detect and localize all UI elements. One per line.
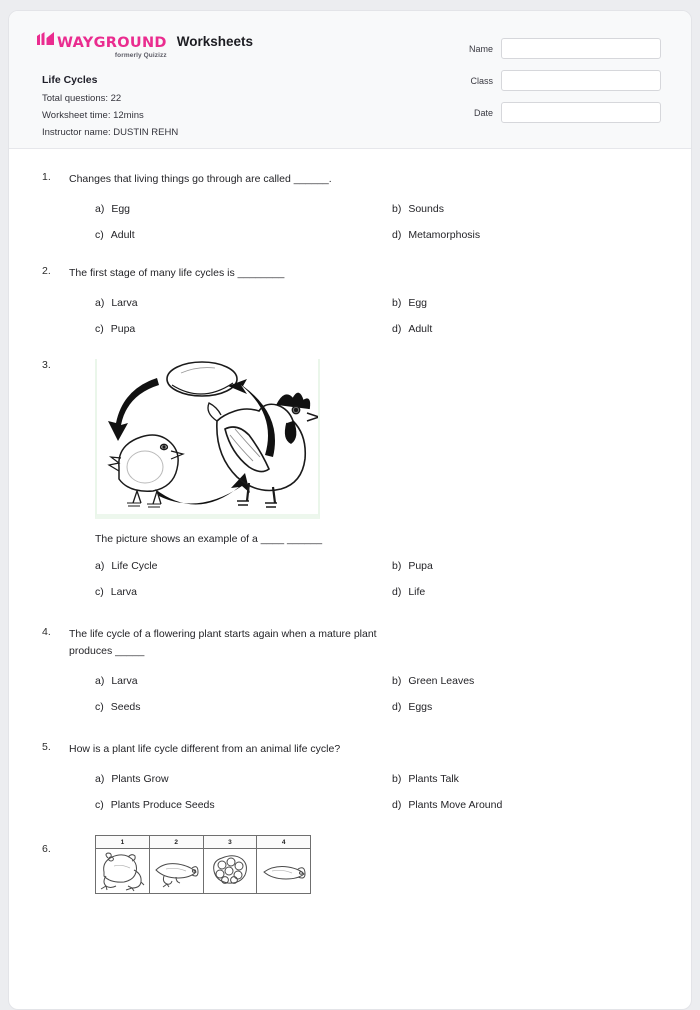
option-label: Sounds	[408, 203, 444, 215]
option-label: Pupa	[408, 560, 433, 572]
meta-total-questions: Total questions: 22	[42, 93, 122, 104]
option-key: d)	[392, 799, 402, 811]
option-key: b)	[392, 773, 402, 785]
question-text: How is a plant life cycle different from an animal life cycle?	[69, 743, 341, 755]
option-d[interactable]	[366, 701, 663, 713]
option-label: Plants Move Around	[408, 799, 503, 811]
worksheet-meta	[42, 74, 178, 144]
option-key: b)	[392, 297, 402, 309]
option-label: Seeds	[110, 701, 141, 713]
class-label: Class	[470, 75, 493, 86]
answer-options	[69, 560, 663, 612]
worksheet-title: Life Cycles	[42, 74, 98, 86]
option-key: c)	[95, 229, 104, 241]
adult-frog-icon	[96, 849, 150, 894]
option-c[interactable]	[69, 799, 366, 811]
option-label: Adult	[408, 323, 433, 335]
option-label: Adult	[110, 229, 135, 241]
column-header-3: 3	[203, 836, 257, 849]
option-key: a)	[95, 773, 105, 785]
option-a[interactable]	[69, 203, 366, 215]
option-key: d)	[392, 701, 402, 713]
question-follow-text: The picture shows an example of a ____ ______	[95, 533, 323, 545]
chicken-life-cycle-diagram	[95, 359, 320, 519]
answer-options	[69, 297, 663, 349]
option-label: Egg	[408, 297, 428, 309]
wayground-bars-icon	[37, 32, 54, 50]
option-label: Larva	[111, 675, 138, 687]
meta-worksheet-time: Worksheet time: 12mins	[42, 110, 144, 121]
option-label: Larva	[111, 297, 138, 309]
option-key: b)	[392, 675, 402, 687]
option-b[interactable]	[366, 203, 663, 215]
option-key: d)	[392, 586, 402, 598]
option-key: c)	[95, 323, 104, 335]
meta-instructor-name: Instructor name: DUSTIN REHN	[42, 127, 179, 138]
option-label: Larva	[110, 586, 138, 598]
question-text: The first stage of many life cycles is ________	[69, 267, 285, 279]
option-c[interactable]	[69, 701, 366, 713]
question-number: 5.	[42, 741, 51, 753]
question-number: 2.	[42, 265, 51, 277]
column-header-1: 1	[96, 836, 150, 849]
date-label: Date	[473, 107, 493, 118]
wayground-wordmark: WAYGROUND	[57, 34, 167, 51]
name-input[interactable]	[501, 38, 661, 59]
option-label: Egg	[111, 203, 131, 215]
option-label: Green Leaves	[408, 675, 475, 687]
field-row-date	[431, 102, 661, 123]
question-text: Changes that living things go through are called ______.	[69, 173, 332, 185]
option-key: a)	[95, 675, 105, 687]
option-label: Pupa	[110, 323, 136, 335]
question-1	[37, 171, 663, 255]
question-number: 4.	[42, 626, 51, 638]
option-a[interactable]	[69, 773, 366, 785]
option-key: d)	[392, 229, 402, 241]
option-label: Life Cycle	[111, 560, 158, 572]
frog-eggs-cluster-icon	[203, 849, 257, 894]
tadpole-with-legs-icon	[149, 849, 203, 894]
option-key: c)	[95, 701, 104, 713]
product-title: Worksheets	[176, 34, 253, 49]
table-header-row	[96, 836, 311, 849]
question-text: The life cycle of a flowering plant starts again when a mature plant produces _____	[69, 628, 377, 657]
option-label: Plants Talk	[408, 773, 459, 785]
class-input[interactable]	[501, 70, 661, 91]
column-header-4: 4	[257, 836, 311, 849]
field-row-name	[431, 38, 661, 59]
option-d[interactable]	[366, 229, 663, 241]
question-4	[37, 626, 663, 727]
questions-body	[9, 149, 691, 894]
field-row-class	[431, 70, 661, 91]
option-b[interactable]	[366, 560, 663, 572]
option-label: Plants Grow	[111, 773, 169, 785]
option-b[interactable]	[366, 297, 663, 309]
question-5	[37, 741, 663, 825]
frog-life-cycle-table	[95, 835, 311, 894]
option-d[interactable]	[366, 586, 663, 598]
question-number: 3.	[42, 359, 51, 371]
option-d[interactable]	[366, 799, 663, 811]
question-2	[37, 265, 663, 349]
answer-options	[69, 773, 663, 825]
option-key: b)	[392, 560, 402, 572]
question-6	[37, 835, 663, 894]
option-c[interactable]	[69, 586, 366, 598]
tadpole-icon	[257, 849, 311, 894]
worksheet-header	[9, 11, 691, 149]
option-key: d)	[392, 323, 402, 335]
question-number: 6.	[42, 843, 51, 855]
brand-row	[37, 32, 253, 59]
worksheet-page	[8, 10, 692, 1010]
option-label: Life	[408, 586, 426, 598]
option-label: Eggs	[408, 701, 433, 713]
option-c[interactable]	[69, 323, 366, 335]
option-label: Plants Produce Seeds	[110, 799, 215, 811]
option-label: Metamorphosis	[408, 229, 481, 241]
table-row	[96, 849, 311, 894]
option-key: c)	[95, 799, 104, 811]
answer-options	[69, 203, 663, 255]
question-3	[37, 359, 663, 612]
student-fields	[431, 38, 661, 134]
option-b[interactable]	[366, 675, 663, 687]
column-header-2: 2	[149, 836, 203, 849]
wayground-tagline: formerly Quizizz	[114, 52, 167, 59]
answer-options	[69, 675, 663, 727]
name-label: Name	[468, 43, 493, 54]
option-a[interactable]	[69, 675, 366, 687]
option-key: c)	[95, 586, 104, 598]
date-input[interactable]	[501, 102, 661, 123]
option-key: a)	[95, 560, 105, 572]
question-number: 1.	[42, 171, 51, 183]
option-key: b)	[392, 203, 402, 215]
option-a[interactable]	[69, 560, 366, 572]
wayground-logo	[37, 32, 167, 59]
option-a[interactable]	[69, 297, 366, 309]
option-d[interactable]	[366, 323, 663, 335]
option-c[interactable]	[69, 229, 366, 241]
option-b[interactable]	[366, 773, 663, 785]
option-key: a)	[95, 203, 105, 215]
option-key: a)	[95, 297, 105, 309]
